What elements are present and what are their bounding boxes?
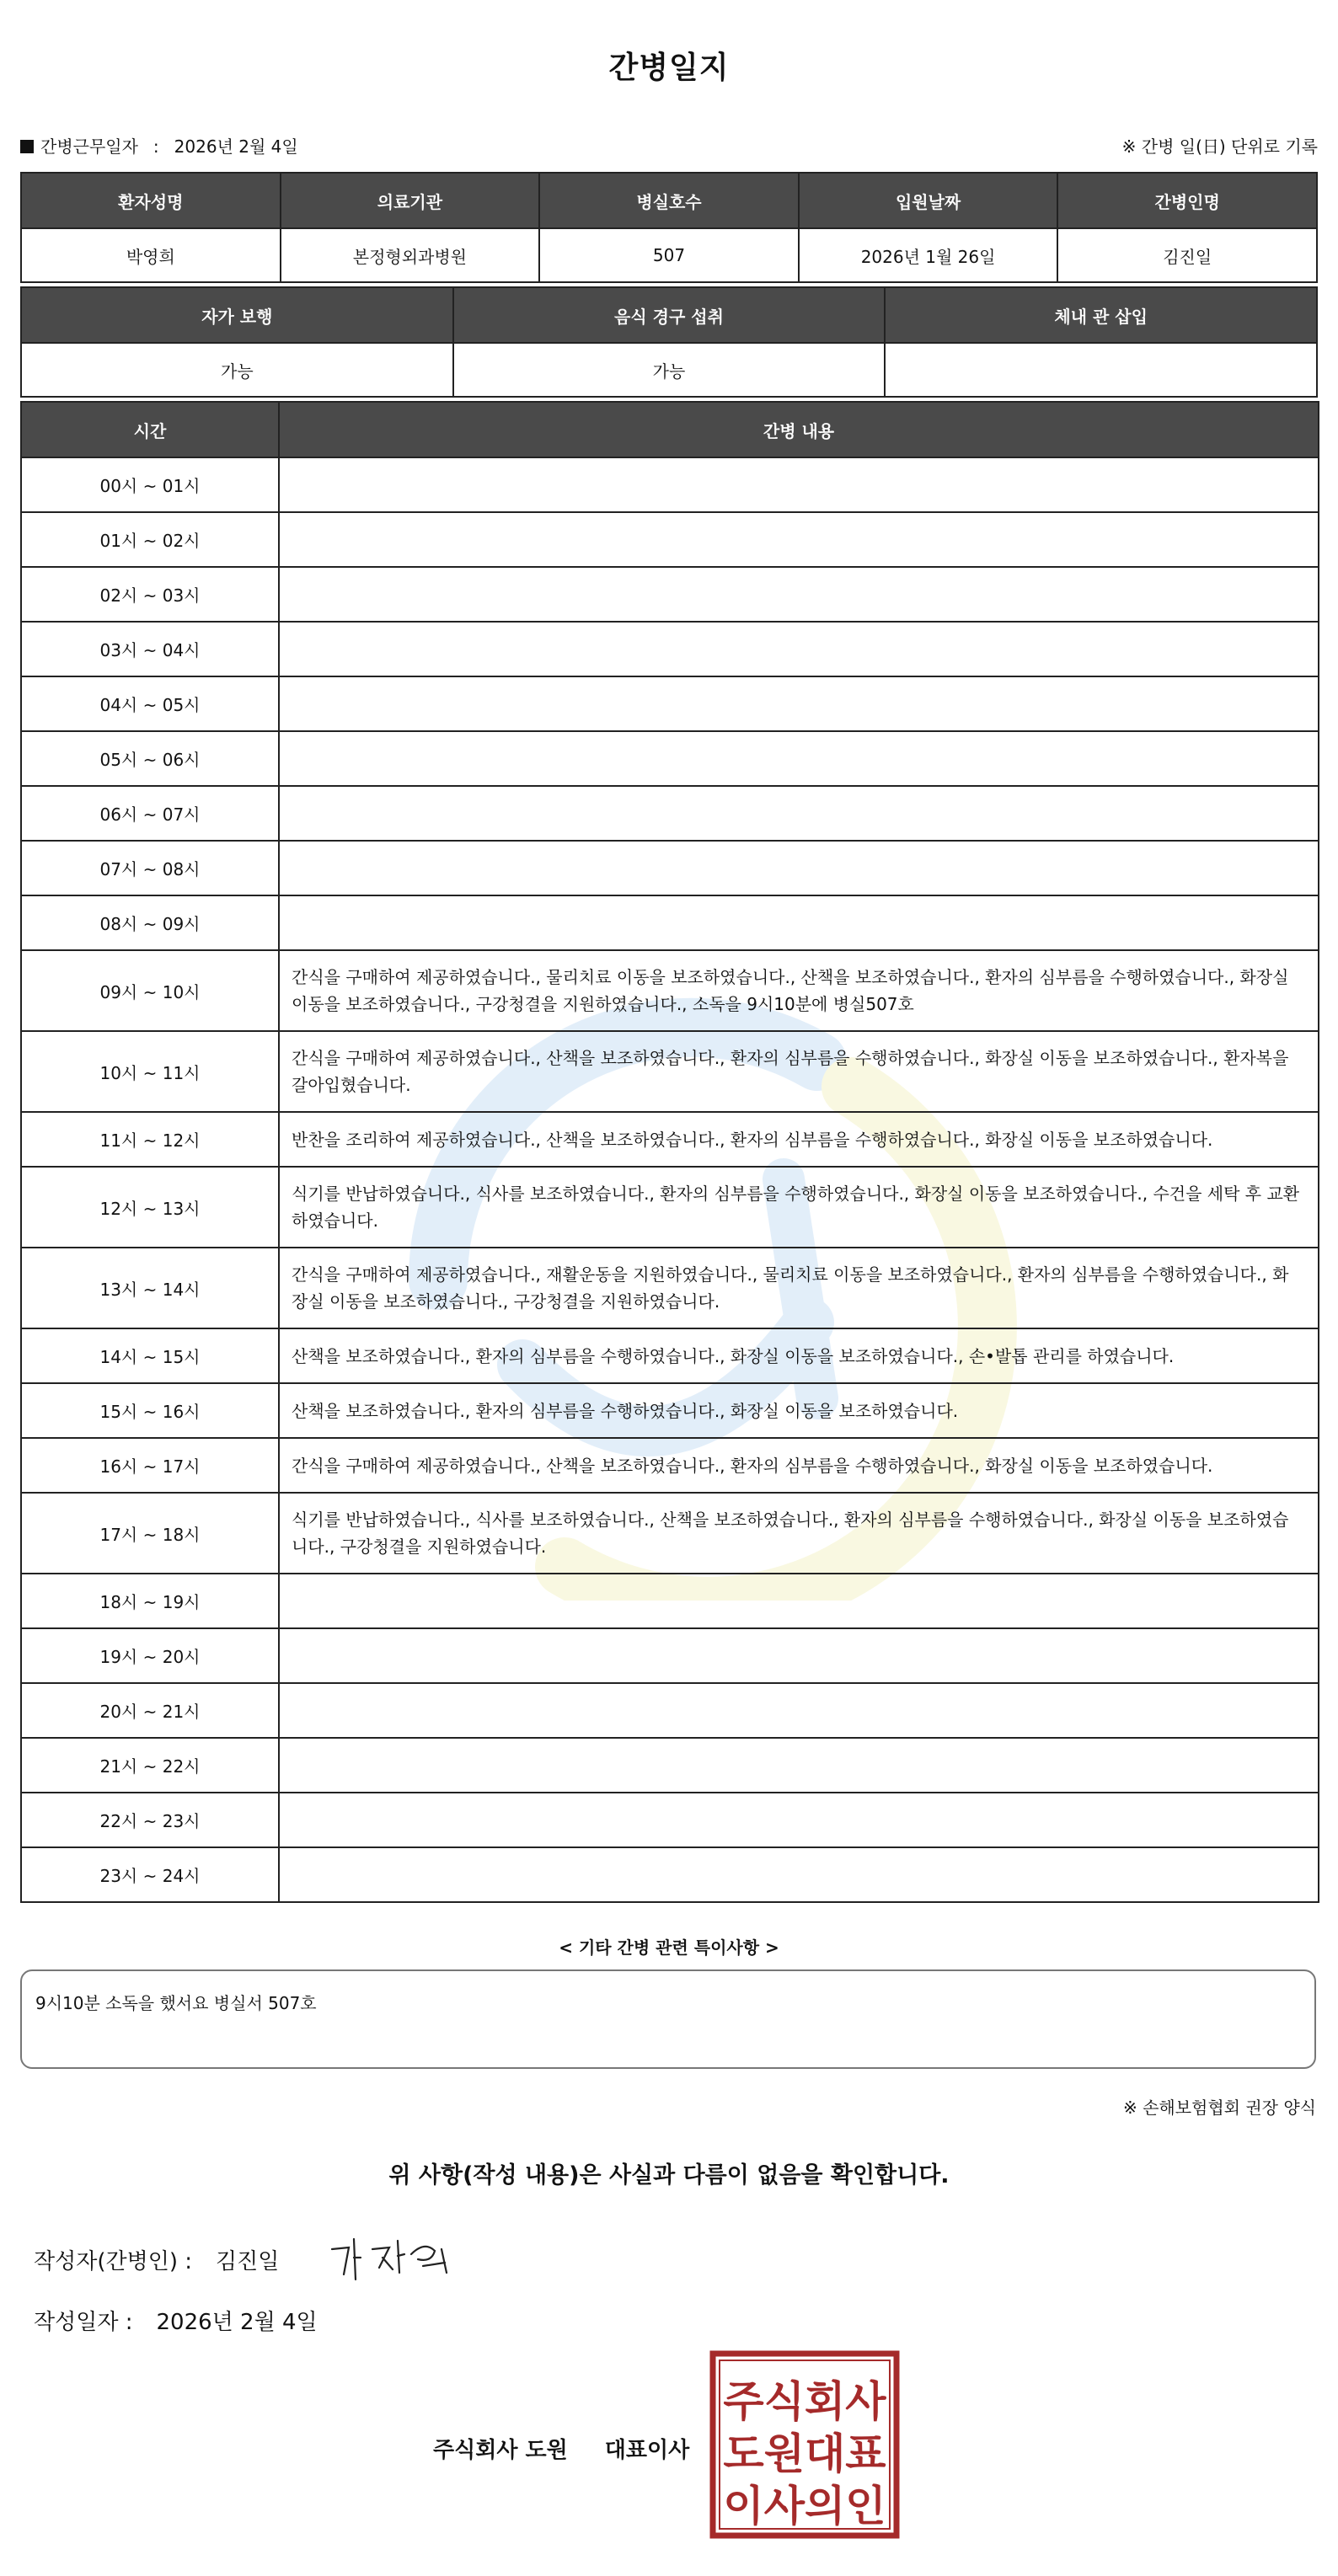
square-bullet-icon — [20, 140, 34, 153]
info-row — [20, 133, 1318, 158]
log-row — [21, 895, 1319, 950]
header-caregiver-name: 간병인명 — [1057, 173, 1317, 228]
log-time: 23시 ~ 24시 — [21, 1847, 279, 1902]
log-row — [21, 622, 1319, 676]
log-content: 간식을 구매하여 제공하였습니다., 물리치료 이동을 보조하였습니다., 산책을 보조하였습니다., 환자의 심부름을 수행하였습니다., 화장실 이동을 보조하였습니다., 구강청결을 지원하였습니다., 소독을 9시10분에 병실507호 — [279, 950, 1319, 1031]
seal-line-3: 이사의인 — [723, 2482, 886, 2531]
work-date-colon: : — [153, 136, 159, 157]
work-date — [20, 133, 298, 158]
special-notes-content: 9시10분 소독을 했서요 병실서 507호 — [35, 1993, 317, 2013]
log-row — [21, 841, 1319, 895]
log-content: 산책을 보조하였습니다., 환자의 심부름을 수행하였습니다., 화장실 이동을 보조하였습니다. — [279, 1383, 1319, 1438]
patient-name: 박영희 — [21, 228, 281, 282]
log-time: 12시 ~ 13시 — [21, 1167, 279, 1248]
log-content — [279, 1574, 1319, 1628]
log-row — [21, 1493, 1319, 1574]
patient-info-table — [20, 172, 1318, 283]
writer-line — [34, 2244, 279, 2275]
log-time: 17시 ~ 18시 — [21, 1493, 279, 1574]
recommend-note: ※ 손해보험협회 권장 양식 — [1122, 2098, 1316, 2118]
self-walking-value: 가능 — [21, 343, 453, 397]
header-time: 시간 — [21, 402, 279, 457]
log-row — [21, 1738, 1319, 1793]
log-row — [21, 1574, 1319, 1628]
company-name: 주식회사 도원 — [433, 2438, 568, 2463]
log-content: 간식을 구매하여 제공하였습니다., 재활운동을 지원하였습니다., 물리치료 이동을 보조하였습니다., 환자의 심부름을 수행하였습니다., 화장실 이동을 보조하였습니다., 구강청결을 지원하였습니다. — [279, 1248, 1319, 1328]
log-time: 04시 ~ 05시 — [21, 676, 279, 731]
write-date-value: 2026년 2월 4일 — [156, 2310, 318, 2335]
log-content — [279, 512, 1319, 567]
log-row — [21, 457, 1319, 512]
special-notes-title: < 기타 간병 관련 특이사항 > — [559, 1937, 779, 1958]
log-content — [279, 731, 1319, 786]
log-row — [21, 1328, 1319, 1383]
log-content — [279, 1793, 1319, 1847]
room-number: 507 — [539, 228, 799, 282]
log-content — [279, 676, 1319, 731]
log-time: 10시 ~ 11시 — [21, 1031, 279, 1112]
log-row — [21, 1031, 1319, 1112]
work-date-value: 2026년 2월 4일 — [174, 136, 298, 157]
log-time: 16시 ~ 17시 — [21, 1438, 279, 1493]
log-time: 08시 ~ 09시 — [21, 895, 279, 950]
log-time: 14시 ~ 15시 — [21, 1328, 279, 1383]
caregiver-name: 김진일 — [1057, 228, 1317, 282]
log-row — [21, 1683, 1319, 1738]
log-content — [279, 1628, 1319, 1683]
log-time: 22시 ~ 23시 — [21, 1793, 279, 1847]
record-unit-note: ※ 간병 일(日) 단위로 기록 — [1121, 136, 1318, 157]
admission-date: 2026년 1월 26일 — [799, 228, 1058, 282]
log-time: 13시 ~ 14시 — [21, 1248, 279, 1328]
hourly-log-table — [20, 401, 1319, 1903]
log-time: 21시 ~ 22시 — [21, 1738, 279, 1793]
log-time: 01시 ~ 02시 — [21, 512, 279, 567]
log-content — [279, 567, 1319, 622]
handwritten-signature — [324, 2224, 458, 2291]
log-content — [279, 841, 1319, 895]
log-row — [21, 567, 1319, 622]
log-row — [21, 1847, 1319, 1902]
write-date-line — [34, 2305, 318, 2336]
log-time: 19시 ~ 20시 — [21, 1628, 279, 1683]
header-admission-date: 입원날짜 — [799, 173, 1058, 228]
header-care-content: 간병 내용 — [279, 402, 1319, 457]
hospital: 본정형외과병원 — [281, 228, 540, 282]
log-row — [21, 1628, 1319, 1683]
company-line — [433, 2433, 689, 2464]
log-content — [279, 1847, 1319, 1902]
log-time: 09시 ~ 10시 — [21, 950, 279, 1031]
log-row — [21, 731, 1319, 786]
log-row — [21, 1112, 1319, 1167]
seal-line-1: 주식회사 — [723, 2377, 886, 2426]
log-row — [21, 786, 1319, 841]
header-hospital: 의료기관 — [281, 173, 540, 228]
log-content — [279, 1683, 1319, 1738]
log-content: 산책을 보조하였습니다., 환자의 심부름을 수행하였습니다., 화장실 이동을 보조하였습니다., 손•발톱 관리를 하였습니다. — [279, 1328, 1319, 1383]
writer-name: 김진일 — [216, 2249, 280, 2274]
log-content — [279, 786, 1319, 841]
log-row — [21, 950, 1319, 1031]
log-row — [21, 676, 1319, 731]
log-row — [21, 1793, 1319, 1847]
document-title: 간병일지 — [608, 51, 730, 85]
log-content: 식기를 반납하였습니다., 식사를 보조하였습니다., 환자의 심부름을 수행하였습니다., 화장실 이동을 보조하였습니다., 수건을 세탁 후 교환하였습니다. — [279, 1167, 1319, 1248]
log-content: 간식을 구매하여 제공하였습니다., 산책을 보조하였습니다., 환자의 심부름을 수행하였습니다., 화장실 이동을 보조하였습니다., 환자복을 갈아입혔습니다. — [279, 1031, 1319, 1112]
header-oral-intake: 음식 경구 섭취 — [453, 287, 886, 343]
log-time: 11시 ~ 12시 — [21, 1112, 279, 1167]
log-content: 간식을 구매하여 제공하였습니다., 산책을 보조하였습니다., 환자의 심부름을 수행하였습니다., 화장실 이동을 보조하였습니다. — [279, 1438, 1319, 1493]
log-row — [21, 1438, 1319, 1493]
log-row — [21, 1383, 1319, 1438]
log-content — [279, 895, 1319, 950]
log-time: 18시 ~ 19시 — [21, 1574, 279, 1628]
oral-intake-value: 가능 — [453, 343, 886, 397]
ceo-title: 대표이사 — [604, 2438, 690, 2463]
log-row — [21, 1167, 1319, 1248]
header-self-walking: 자가 보행 — [21, 287, 453, 343]
tube-insertion-value — [885, 343, 1317, 397]
work-date-label: 간병근무일자 — [40, 136, 138, 157]
log-time: 06시 ~ 07시 — [21, 786, 279, 841]
header-tube-insertion: 체내 관 삽입 — [885, 287, 1317, 343]
header-patient-name: 환자성명 — [21, 173, 281, 228]
special-notes-box — [20, 1969, 1316, 2069]
log-time: 20시 ~ 21시 — [21, 1683, 279, 1738]
confirmation-statement: 위 사항(작성 내용)은 사실과 다름이 없음을 확인합니다. — [388, 2162, 950, 2189]
writer-label: 작성자(간병인) : — [34, 2249, 193, 2274]
log-time: 15시 ~ 16시 — [21, 1383, 279, 1438]
log-row — [21, 512, 1319, 567]
log-content: 식기를 반납하였습니다., 식사를 보조하였습니다., 산책을 보조하였습니다., 환자의 심부름을 수행하였습니다., 화장실 이동을 보조하였습니다., 구강청결을 지원하였습니다. — [279, 1493, 1319, 1574]
log-time: 00시 ~ 01시 — [21, 457, 279, 512]
log-time: 03시 ~ 04시 — [21, 622, 279, 676]
log-time: 05시 ~ 06시 — [21, 731, 279, 786]
patient-status-table — [20, 286, 1318, 398]
header-room: 병실호수 — [539, 173, 799, 228]
log-content — [279, 1738, 1319, 1793]
seal-line-2: 도원대표 — [723, 2429, 886, 2478]
write-date-label: 작성일자 : — [34, 2310, 133, 2335]
log-time: 02시 ~ 03시 — [21, 567, 279, 622]
log-content: 반찬을 조리하여 제공하였습니다., 산책을 보조하였습니다., 환자의 심부름을 수행하였습니다., 화장실 이동을 보조하였습니다. — [279, 1112, 1319, 1167]
company-seal-stamp — [709, 2350, 900, 2539]
log-row — [21, 1248, 1319, 1328]
log-time: 07시 ~ 08시 — [21, 841, 279, 895]
log-content — [279, 457, 1319, 512]
log-content — [279, 622, 1319, 676]
